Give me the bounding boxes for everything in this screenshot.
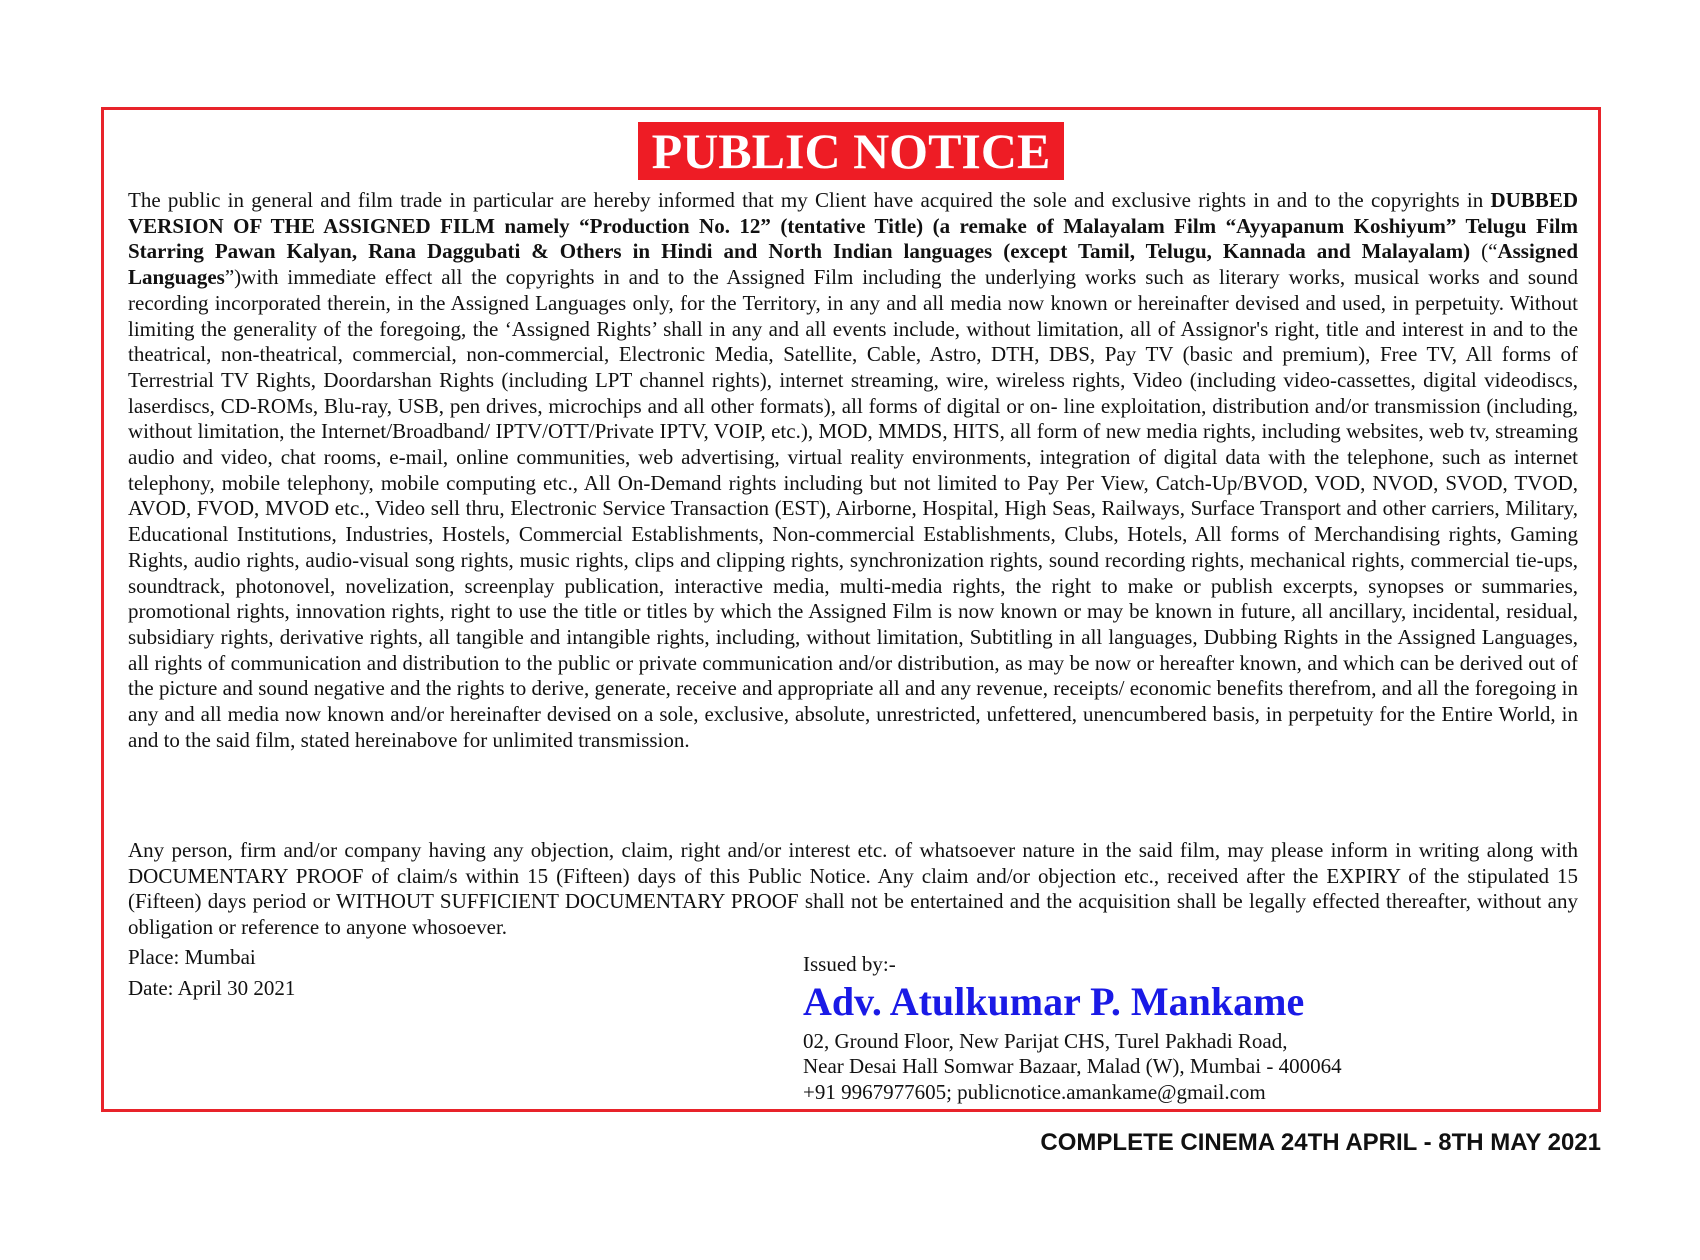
- place-label: Place: Mumbai: [128, 945, 256, 969]
- date-label: Date: April 30 2021: [128, 976, 296, 1000]
- publication-footer: COMPLETE CINEMA 24TH APRIL - 8TH MAY 2021: [1040, 1129, 1601, 1156]
- notice-paragraph-objection: Any person, firm and/or company having any objection, claim, right and/or interest etc. of whatsoever nature in the said film, may please inform in writing along with DOCUMENTARY PROOF of claim/s within 15 (Fifteen) days of this Public Notice. Any claim and/or objection etc., received after the EXPIRY of the stipulated 15 (Fifteen) days period or WITHOUT SUFFICIENT DOCUMENTARY PROOF shall not be entertained and the acquisition shall be legally effected thereafter, without any obligation or reference to anyone whosoever.: [128, 838, 1578, 940]
- para1-bold-assigned-languages: Assigned Languages: [128, 239, 1578, 290]
- contact-line: +91 9967977605; publicnotice.amankame@gmail.com: [803, 1080, 1266, 1104]
- advocate-name: Adv. Atulkumar P. Mankame: [803, 979, 1305, 1024]
- para1-text-1: The public in general and film trade in particular are hereby informed that my Client have acquired the sole and exclusive rights in and to the copyrights in: [128, 188, 1491, 212]
- title-wrap: [104, 122, 1598, 180]
- notice-paragraph-rights: [128, 188, 1578, 753]
- address-line-2: Near Desai Hall Somwar Bazaar, Malad (W), Mumbai - 400064: [803, 1054, 1342, 1078]
- public-notice-box: [101, 107, 1601, 1112]
- issued-by-label: Issued by:-: [803, 952, 896, 976]
- address-line-1: 02, Ground Floor, New Parijat CHS, Turel Pakhadi Road,: [803, 1029, 1288, 1053]
- para1-bold-film-details: DUBBED VERSION OF THE ASSIGNED FILM namely “Production No. 12” (tentative Title) (a remake of Malayalam Film “Ayyapanum Koshiyum” Telugu Film Starring Pawan Kalyan, Rana Daggubati & Others in Hindi and North Indian languages (except Tamil, Telugu, Kannada and Malayalam): [128, 188, 1578, 264]
- para1-text-3: ”)with immediate effect all the copyrights in and to the Assigned Film including the underlying works such as literary works, musical works and sound recording incorporated therein, in the Assigned Languages only, for the Territory, in any and all media now known or hereinafter devised and used, in perpetuity. Without limiting the generality of the foregoing, the ‘Assigned Rights’ shall in any and all events include, without limitation, all of Assignor's right, title and interest in and to the theatrical, non-theatrical, commercial, non-commercial, Electronic Media, Satellite, Cable, Astro, DTH, DBS, Pay TV (basic and premium), Free TV, All forms of Terrestrial TV Rights, Doordarshan Rights (including LPT channel rights), internet streaming, wire, wireless rights, Video (including video-cassettes, digital videodiscs, laserdiscs, CD-ROMs, Blu-ray, USB, pen drives, microchips and all other formats), all forms of digital or on- line exploitation, distribution and/or transmission (including, without limitation, the Internet/Broadband/ IPTV/OTT/Private IPTV, VOIP, etc.), MOD, MMDS, HITS, all form of new media rights, including websites, web tv, streaming audio and video, chat rooms, e-mail, online communities, web advertising, virtual reality environments, integration of digital data with the telephone, such as internet telephony, mobile telephony, mobile computing etc., All On-Demand rights including but not limited to Pay Per View, Catch-Up/BVOD, VOD, NVOD, SVOD, TVOD, AVOD, FVOD, MVOD etc., Video sell thru, Electronic Service Transaction (EST), Airborne, Hospital, High Seas, Railways, Surface Transport and other carriers, Military, Educational Institutions, Industries, Hostels, Commercial Establishments, Non-commercial Establishments, Clubs, Hotels, All forms of Merchandising rights, Gaming Rights, audio rights, audio-visual song rights, music rights, clips and clipping rights, synchronization rights, sound recording rights, mechanical rights, commercial tie-ups, soundtrack, photonovel, novelization, screenplay publication, interactive media, multi-media rights, the right to make or publish excerpts, synopses or summaries, promotional rights, innovation rights, right to use the title or titles by which the Assigned Film is now known or may be known in future, all ancillary, incidental, residual, subsidiary rights, derivative rights, all tangible and intangible rights, including, without limitation, Subtitling in all languages, Dubbing Rights in the Assigned Languages, all rights of communication and distribution to the public or private communication and/or distribution, as may be now or hereafter known, and which can be derived out of the picture and sound negative and the rights to derive, generate, receive and appropriate all and any revenue, receipts/ economic benefits therefrom, and all the foregoing in any and all media now known and/or hereinafter devised on a sole, exclusive, absolute, unrestricted, unfettered, unencumbered basis, in perpetuity for the Entire World, in and to the said film, stated hereinabove for unlimited transmission.: [128, 265, 1578, 752]
- notice-title: PUBLIC NOTICE: [638, 122, 1065, 180]
- para1-text-2: (“: [1470, 239, 1498, 264]
